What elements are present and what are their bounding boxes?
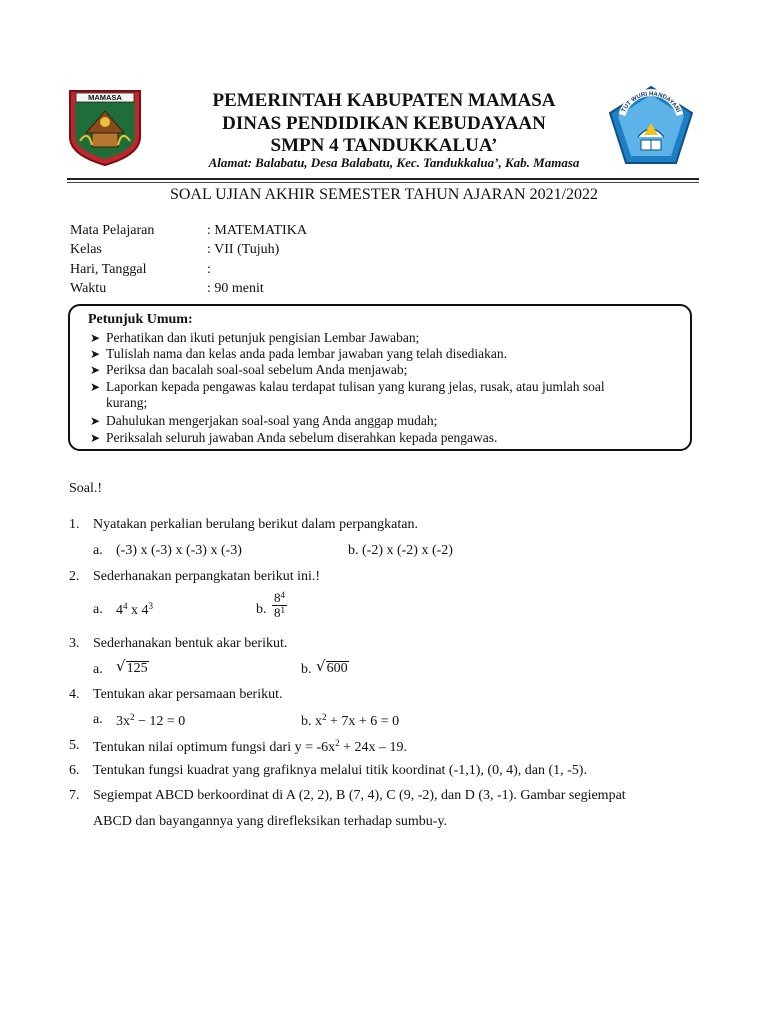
mamasa-logo-text: MAMASA: [88, 93, 122, 103]
question-number: 6.: [69, 763, 80, 778]
header-line-3: SMPN 4 TANDUKKALUA’: [270, 135, 498, 156]
instruction-item: ➤ Laporkan kepada pengawas kalau terdapat tulisan yang kurang jelas, rusak, atau jumlah soal: [90, 379, 605, 394]
option-label: a.: [93, 602, 103, 617]
sqrt-icon: √: [316, 657, 326, 675]
question-text-continuation: ABCD dan bayangannya yang direfleksikan terhadap sumbu-y.: [93, 814, 448, 829]
question-number: 7.: [69, 788, 80, 803]
question-number: 4.: [69, 687, 80, 702]
info-label-date: Hari, Tanggal: [70, 262, 147, 277]
option-label: b.: [256, 602, 267, 617]
header-divider-thick: [67, 178, 699, 180]
option-label: a.: [93, 662, 103, 677]
question-text: Tentukan fungsi kuadrat yang grafiknya melalui titik koordinat (-1,1), (0, 4), dan (1, -5).: [93, 763, 587, 778]
arrow-bullet-icon: ➤: [90, 414, 101, 428]
question-number: 1.: [69, 517, 80, 532]
instruction-item: ➤ Tulislah nama dan kelas anda pada lembar jawaban yang telah disediakan.: [90, 346, 507, 361]
arrow-bullet-icon: ➤: [90, 380, 101, 394]
info-label-subject: Mata Pelajaran: [70, 223, 155, 238]
question-number: 5.: [69, 738, 80, 753]
option-b: b. $x^2 + 7x + 6 = 0$: [301, 712, 400, 729]
question-number: 3.: [69, 636, 80, 651]
soal-label: Soal.!: [69, 481, 103, 496]
arrow-bullet-icon: ➤: [90, 363, 101, 377]
option-label: b.: [301, 662, 312, 677]
question-text: Sederhanakan perpangkatan berikut ini.!: [93, 569, 321, 584]
instruction-item: ➤ Perhatikan dan ikuti petunjuk pengisian Lembar Jawaban;: [90, 330, 420, 345]
option-a: (-3) x (-3) x (-3) x (-3): [116, 543, 242, 558]
header-line-1: PEMERINTAH KABUPATEN MAMASA: [212, 90, 556, 111]
option-b-fraction: $\frac{8^4}{8^1}$: [274, 590, 285, 620]
instruction-item: ➤ Periksa dan bacalah soal-soal sebelum Anda menjawab;: [90, 362, 408, 377]
question-text: Segiempat ABCD berkoordinat di A (2, 2), B (7, 4), C (9, -2), dan D (3, -1). Gambar segiempat: [93, 788, 626, 803]
instructions-heading: Petunjuk Umum:: [88, 312, 193, 327]
instruction-item: ➤ Dahulukan mengerjakan soal-soal yang Anda anggap mudah;: [90, 413, 438, 428]
arrow-bullet-icon: ➤: [90, 331, 101, 345]
info-label-class: Kelas: [70, 242, 102, 257]
question-text: Tentukan nilai optimum fungsi dari $y = -6x^2 + 24x - 19$.: [93, 738, 408, 755]
tut-wuri-text: TUT WURI HANDAYANI: [620, 91, 682, 114]
instruction-item: ➤ Periksalah seluruh jawaban Anda sebelum diserahkan kepada pengawas.: [90, 430, 498, 445]
arrow-bullet-icon: ➤: [90, 347, 101, 361]
option-b-sqrt: √ 600: [316, 657, 348, 676]
option-a: $3x^2 - 12 = 0$: [116, 712, 186, 729]
option-b: b. (-2) x (-2) x (-2): [348, 543, 453, 558]
info-value-subject: : MATEMATIKA: [207, 223, 307, 238]
info-value-time: : 90 menit: [207, 281, 264, 296]
option-a-sqrt: √ 125: [116, 657, 148, 676]
question-text: Nyatakan perkalian berulang berikut dalam perpangkatan.: [93, 517, 418, 532]
question-number: 2.: [69, 569, 80, 584]
info-value-class: : VII (Tujuh): [207, 242, 280, 257]
arrow-bullet-icon: ➤: [90, 431, 101, 445]
info-label-time: Waktu: [70, 281, 107, 296]
exam-title: SOAL UJIAN AKHIR SEMESTER TAHUN AJARAN 2021/2022: [169, 186, 599, 203]
info-value-date: :: [207, 262, 211, 277]
option-label: a.: [93, 543, 103, 558]
instruction-item-continuation: kurang;: [106, 395, 148, 410]
header-divider-thin: [67, 182, 699, 183]
option-label: a.: [93, 712, 103, 727]
sqrt-icon: √: [116, 657, 126, 675]
option-a: $4^4$ x $4^3$: [116, 601, 153, 618]
header-address: Alamat: Balabatu, Desa Balabatu, Kec. Tandukkalua’, Kab. Mamasa: [208, 155, 580, 170]
question-text: Sederhanakan bentuk akar berikut.: [93, 636, 288, 651]
question-text: Tentukan akar persamaan berikut.: [93, 687, 283, 702]
header-line-2: DINAS PENDIDIKAN KEBUDAYAAN: [222, 113, 546, 134]
